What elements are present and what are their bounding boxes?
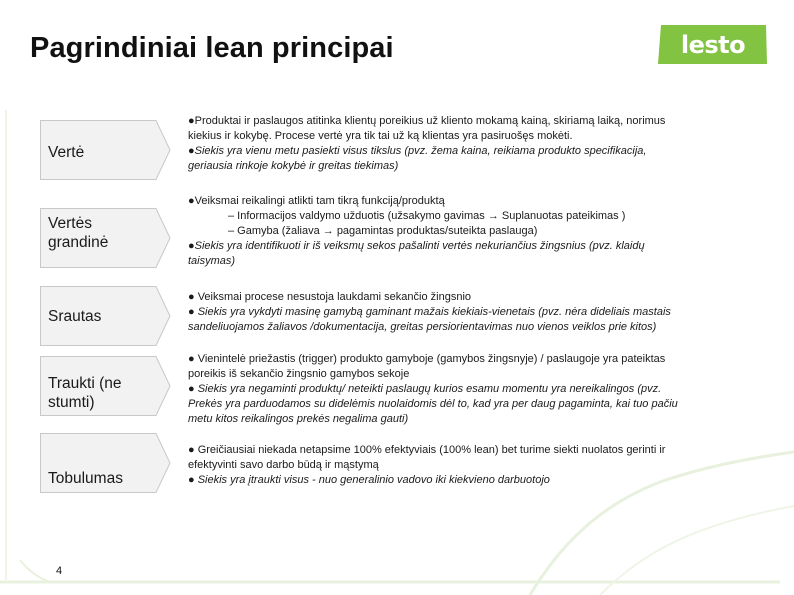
description-line: ● Siekis yra vykdyti masinę gamybą gaminant mažais kiekiais-vienetais (pvz. nėra dideliais mastais — [188, 306, 671, 318]
description-line: metu kitos reikalingos prekės negalima gauti) — [188, 413, 409, 425]
page-title: Pagrindiniai lean principai — [30, 32, 394, 64]
page-number: 4 — [56, 565, 63, 577]
description-line: kiekius ir kokybę. Procese vertė yra tik tai už ką klientas yra pasiruošęs mokėti. — [188, 130, 573, 142]
description-line: – Gamyba (žaliava → pagamintas produktas/suteikta paslauga) — [228, 225, 538, 237]
row-label-line: grandinė — [48, 234, 109, 251]
description-line: poreikis iš sekančio žingsnio gamybos sekoje — [188, 368, 410, 380]
description-line: efektyvinti savo darbo būdą ir mąstymą — [188, 459, 379, 471]
row-label-line: Vertė — [48, 144, 85, 161]
description-line: ● Siekis yra įtraukti visus - nuo generalinio vadovo iki kiekvieno darbuotojo — [188, 474, 550, 486]
description-line: ● Siekis yra negaminti produktų/ neteikti paslaugų kurios esamu momentu yra nereikalingos (pvz. — [188, 383, 662, 395]
row-label-vertes-grandine — [48, 214, 108, 252]
row-description-srautas — [188, 290, 768, 335]
description-line: ● Greičiausiai niekada netapsime 100% efektyviais (100% lean) bet turime siekti nuolatos gerinti ir — [188, 444, 666, 456]
description-line: geriausia rinkoje kokybė ir greitas tiekimas) — [188, 160, 399, 172]
row-label-line: Vertės — [48, 215, 92, 232]
logo — [656, 24, 770, 65]
description-line: ●Produktai ir paslaugos atitinka klientų poreikius už kliento mokamą kainą, skiriamą laiką, norimus — [188, 115, 666, 127]
description-line: ● Vienintelė priežastis (trigger) produkto gamyboje (gamybos žingsnyje) / paslaugoje yra pateiktas — [188, 353, 666, 365]
row-label-line: Tobulumas — [48, 470, 123, 487]
description-line: taisymas) — [188, 255, 236, 267]
row-label-line: stumti) — [48, 394, 95, 411]
row-label-traukti — [48, 374, 122, 412]
row-label-srautas — [48, 307, 101, 326]
row-label-line: Traukti (ne — [48, 375, 122, 392]
row-label-tobulumas — [48, 469, 123, 488]
description-line: Prekės yra parduodamos su didelėmis nuolaidomis dėl to, kad yra per daug pagaminta, kai tuo pačiu — [188, 398, 678, 410]
row-description-verte — [188, 114, 768, 174]
description-line: ●Siekis yra identifikuoti ir iš veiksmų sekos pašalinti vertės nekuriančius žingsnius (pvz. klaidų — [188, 240, 645, 252]
description-line: ●Veiksmai reikalingi atlikti tam tikrą funkciją/produktą — [188, 195, 445, 207]
row-description-traukti — [188, 352, 768, 427]
logo-text: lesto — [680, 30, 746, 59]
description-line: ●Siekis yra vienu metu pasiekti visus tikslus (pvz. žema kaina, reikiama produkto specifikacija, — [188, 145, 647, 157]
description-line: sandeliuojamos žaliavos /dokumentacija, greitas persiorientavimas nuo vienos veiklos prie kitos) — [188, 321, 657, 333]
row-label-verte — [48, 143, 84, 162]
row-description-vertes-grandine — [188, 194, 768, 269]
row-label-line: Srautas — [48, 308, 102, 325]
row-description-tobulumas — [188, 443, 768, 488]
description-line: – Informacijos valdymo užduotis (užsakymo gavimas → Suplanuotas pateikimas ) — [228, 210, 626, 222]
description-line: ● Veiksmai procese nesustoja laukdami sekančio žingsnio — [188, 291, 472, 303]
